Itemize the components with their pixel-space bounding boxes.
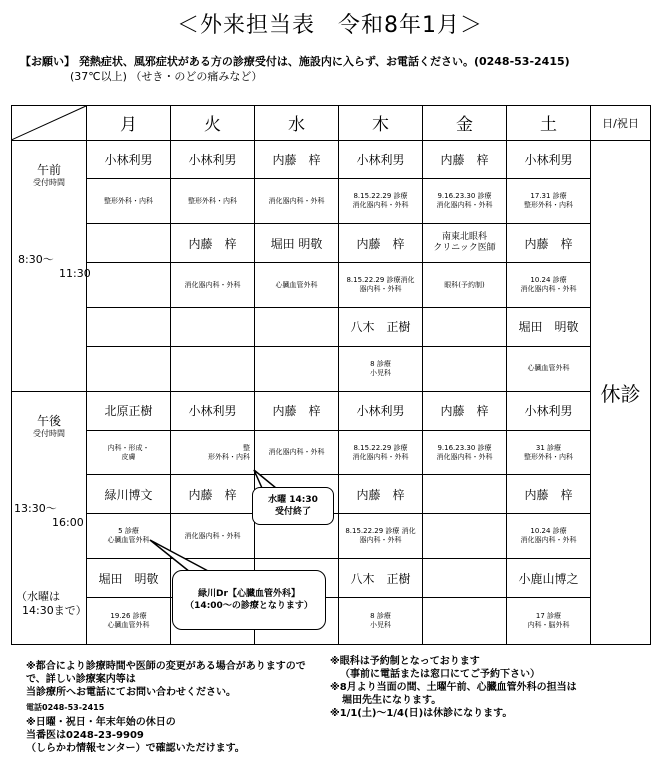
pm-label: 午後 受付時間 — [33, 413, 65, 438]
department: 10.24 診療 消化器内科・外科 — [507, 514, 591, 559]
doctor-name — [87, 224, 171, 263]
doctor-name: 北原正樹 — [87, 391, 171, 430]
doctor-name: 小林利男 — [339, 391, 423, 430]
department: 消化器内科・外科 — [171, 263, 255, 308]
doctor-name: 小鹿山博之 — [507, 559, 591, 598]
pm-row-1-depts — [12, 430, 651, 475]
day-header-thu: 木 — [339, 106, 423, 141]
doctor-name: 八木 正樹 — [339, 559, 423, 598]
am-start-time: 8:30〜 — [18, 252, 54, 266]
department: 8.15.22.29 診療 消化器内科・外科 — [339, 430, 423, 475]
department: 整 形外科・内科 — [171, 430, 255, 475]
schedule-table — [11, 105, 651, 645]
department — [423, 597, 507, 644]
department: 心臓血管外科 — [255, 263, 339, 308]
day-header-tue: 火 — [171, 106, 255, 141]
am-row-1-names — [12, 140, 651, 179]
doctor-name: 内藤 梓 — [171, 224, 255, 263]
midorikawa-callout: 緑川Dr【心臓血管外科】 （14:00〜の診療となります） — [172, 570, 326, 630]
footnote-line: （しらかわ情報センター）で確認いただけます。 — [26, 743, 245, 754]
day-header-wed: 水 — [255, 106, 339, 141]
department: 整形外科・内科 — [87, 179, 171, 224]
department: 消化器内科・外科 — [171, 514, 255, 559]
doctor-name — [423, 308, 507, 347]
doctor-name: 小林利男 — [507, 391, 591, 430]
day-header-sat: 土 — [507, 106, 591, 141]
department: 心臓血管外科 — [507, 346, 591, 391]
department — [87, 346, 171, 391]
doctor-name: 小林利男 — [171, 391, 255, 430]
department: 8.15.22.29 診療消化 器内科・外科 — [339, 263, 423, 308]
am-label: 午前 受付時間 — [33, 162, 65, 187]
department: 17 診療 内科・脳外科 — [507, 597, 591, 644]
department: 19.26 診療 心臓血管外科 — [87, 597, 171, 644]
department: 内科・形成・ 皮膚 — [87, 430, 171, 475]
doctor-name — [171, 308, 255, 347]
doctor-name: 堀田 明敬 — [255, 224, 339, 263]
footnotes-left — [26, 660, 306, 755]
doctor-name: 小林利男 — [507, 140, 591, 179]
doctor-name: 内藤 梓 — [423, 140, 507, 179]
footnote-line: 当診療所へお電話にてお問い合わせください。 — [26, 687, 236, 698]
footnote-line: ※眼科は予約制となっております — [330, 656, 480, 667]
doctor-name: 小林利男 — [87, 140, 171, 179]
footnote-line: ※8月より当面の間、土曜午前、心臓血管外科の担当は — [330, 682, 577, 693]
footnote-line: 堀田先生になります。 — [342, 695, 442, 706]
notice — [20, 54, 570, 84]
department — [255, 346, 339, 391]
pm-start-time: 13:30〜 — [14, 501, 57, 515]
department: 9.16.23.30 診療 消化器内科・外科 — [423, 179, 507, 224]
department: 9.16.23.30 診療 消化器内科・外科 — [423, 430, 507, 475]
doctor-name: 小林利男 — [339, 140, 423, 179]
doctor-name: 内藤 梓 — [339, 224, 423, 263]
department — [87, 263, 171, 308]
pm-wed-note: （水曜は — [16, 589, 60, 603]
footnote-line: ※都合により診療時間や医師の変更がある場合がありますので — [26, 661, 306, 672]
footnotes-right — [330, 655, 577, 720]
department — [423, 514, 507, 559]
footnote-line: （事前に電話または窓口にてご予約下さい） — [340, 669, 540, 680]
department: 消化器内科・外科 — [255, 179, 339, 224]
doctor-name: 内藤 梓 — [255, 391, 339, 430]
day-header-mon: 月 — [87, 106, 171, 141]
doctor-name: 南東北眼科 クリニック医師 — [423, 224, 507, 263]
department — [171, 346, 255, 391]
pm-wed-note-time: 14:30まで） — [22, 603, 87, 617]
corner-diagonal — [12, 106, 86, 140]
department: 8 診療 小児科 — [339, 346, 423, 391]
doctor-name: 内藤 梓 — [507, 475, 591, 514]
department: 10.24 診療 消化器内科・外科 — [507, 263, 591, 308]
department: 消化器内科・外科 — [255, 430, 339, 475]
doctor-name — [423, 475, 507, 514]
doctor-name: 内藤 梓 — [255, 140, 339, 179]
am-row-1-depts — [12, 179, 651, 224]
pm-row-3-names — [12, 559, 651, 598]
notice-line-2: (37℃以上) （せき・のどの痛みなど） — [70, 70, 263, 83]
doctor-name: 堀田 明敬 — [87, 559, 171, 598]
day-header-fri: 金 — [423, 106, 507, 141]
pm-row-1-names — [12, 391, 651, 430]
footnote-line: ※1/1(土)〜1/4(日)は休診になります。 — [330, 708, 513, 719]
doctor-name: 緑川博文 — [87, 475, 171, 514]
am-row-3-depts — [12, 346, 651, 391]
corner-cell — [12, 106, 87, 141]
footnote-phone: 電話0248-53-2415 — [26, 703, 105, 712]
am-row-2-names — [12, 224, 651, 263]
department: 31 診療 整形外科・内科 — [507, 430, 591, 475]
pm-end-time: 16:00 — [52, 515, 84, 529]
notice-line-1: 【お願い】 発熱症状、風邪症状がある方の診療受付は、施設内に入らず、お電話ください。(0248-53-2415) — [20, 55, 570, 68]
holiday-closed: 休診 — [591, 140, 651, 644]
doctor-name: 内藤 梓 — [423, 391, 507, 430]
holiday-header: 日/祝日 — [591, 106, 651, 141]
footnote-line: で、詳しい診療案内等は — [26, 674, 136, 685]
department: 8.15.22.29 診療 消化器内科・外科 — [339, 179, 423, 224]
department: 5 診療 心臓血管外科 — [87, 514, 171, 559]
footnote-line: 当番医は0248-23-9909 — [26, 730, 144, 741]
pm-time-cell — [12, 391, 87, 644]
doctor-name: 小林利男 — [171, 140, 255, 179]
doctor-name — [87, 308, 171, 347]
department: 8.15.22.29 診療 消化 器内科・外科 — [339, 514, 423, 559]
department: 17.31 診療 整形外科・内科 — [507, 179, 591, 224]
department: 整形外科・内科 — [171, 179, 255, 224]
doctor-name: 内藤 梓 — [171, 475, 255, 514]
doctor-name: 八木 正樹 — [339, 308, 423, 347]
department: 8 診療 小児科 — [339, 597, 423, 644]
am-time-cell — [12, 140, 91, 391]
doctor-name — [255, 308, 339, 347]
header-row — [12, 106, 651, 141]
am-end-time: 11:30 — [59, 266, 91, 280]
wed-callout: 水曜 14:30 受付終了 — [252, 487, 334, 525]
am-row-2-depts — [12, 263, 651, 308]
doctor-name: 内藤 梓 — [339, 475, 423, 514]
am-row-3-names — [12, 308, 651, 347]
doctor-name: 堀田 明敬 — [507, 308, 591, 347]
department: 眼科(予約制) — [423, 263, 507, 308]
footnote-line: ※日曜・祝日・年末年始の休日の — [26, 717, 176, 728]
doctor-name: 内藤 梓 — [507, 224, 591, 263]
department — [423, 346, 507, 391]
doctor-name — [423, 559, 507, 598]
pm-row-3-depts — [12, 597, 651, 644]
page-title: ＜外来担当表 令和8年1月＞ — [177, 13, 483, 38]
